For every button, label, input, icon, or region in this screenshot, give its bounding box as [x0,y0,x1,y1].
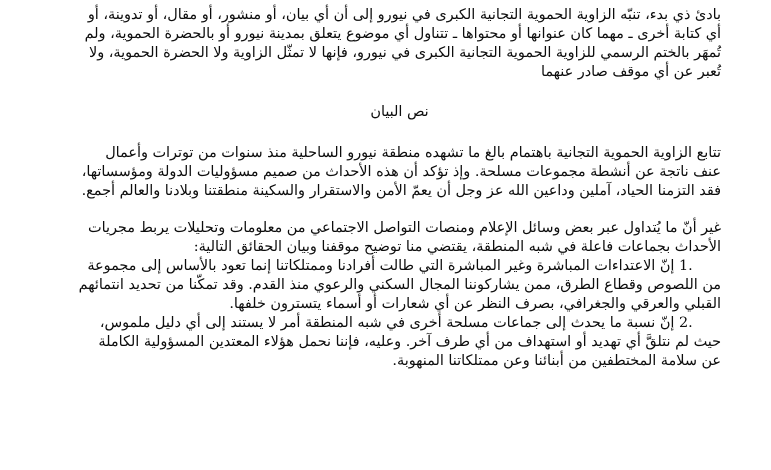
fact-number: 2. [679,315,693,331]
statement-paragraph-2-intro: غير أنّ ما يُتداول عبر بعض وسائل الإعلام ومنصات التواصل الاجتماعي من معلومات وتحليلات يربط مجريات الأحداث بجماعات فاعلة في شبه المنطقة، يقتضي منا توضيح موقفنا وبيان الحقائق التالية: [88,220,721,255]
spacer [78,201,721,219]
fact-number: 1. [679,258,693,274]
spacer [78,122,721,144]
statement-paragraph-1: تتابع الزاوية الحموية التجانية باهتمام بالغ ما تشهده منطقة نيورو الساحلية منذ سنوات من توترات وأعمال عنف ناتجة عن أنشطة مجموعات مسلحة. وإذ تؤكد أن هذه الأحداث من صميم مسؤوليات الدولة ومؤسساتها، فقد التزمنا الحياد، آملين وداعين الله عز وجل أن يعمّ الأمن والاستقرار والسكينة منطقتنا وبلادنا والعالم أجمع. [81,145,721,199]
spacer [78,82,721,103]
disclaimer-paragraph: بادئ ذي بدء، تنبّه الزاوية الحموية التجانية الكبرى في نيورو إلى أن أي بيان، أو منشور، أو مقال، أو تدوينة، أو أي كتابة أخرى ـ مهما كان عنوانها أو محتواها ـ تتناول أي موضوع يتعلق بمدينة نيورو أو بالحضرة الحموية، ولم تُمهَر بالختم الرسمي للزاوية الحموية التجانية الكبرى في نيورو، فإنها لا تمثّل الزاوية ولا الحضرة الحموية، ولا تُعبر عن أي موقف صادر عنهما [84,7,721,80]
statement-heading: نص البيان [370,104,429,120]
statement-document [78,6,721,371]
fact-text: إنّ الاعتداءات المباشرة وغير المباشرة التي طالت أفرادنا وممتلكاتنا إنما تعود بالأساس إلى مجموعة من اللصوص وقطاع الطرق، ممن يشاركوننا المجال السكني والرعوي منذ القدم. وقد تمكّنا من تحديد انتمائهم القبلي والعرقي والجغرافي، بصرف النظر عن أي شعارات أو أسماء يتسترون خلفها. [78,258,721,312]
fact-item-2 [78,314,721,371]
fact-text: إنّ نسبة ما يحدث إلى جماعات مسلحة أخرى في شبه المنطقة أمر لا يستند إلى أي دليل ملموس، حيث لم نتلقَّ أي تهديد أو استهداف من أي طرف آخر. وعليه، فإننا نحمل هؤلاء المعتدين المسؤولية الكاملة عن سلامة المختطفين من أبنائنا وعن ممتلكاتنا المنهوبة. [98,315,721,369]
facts-list [78,257,721,371]
fact-item-1 [78,257,721,314]
